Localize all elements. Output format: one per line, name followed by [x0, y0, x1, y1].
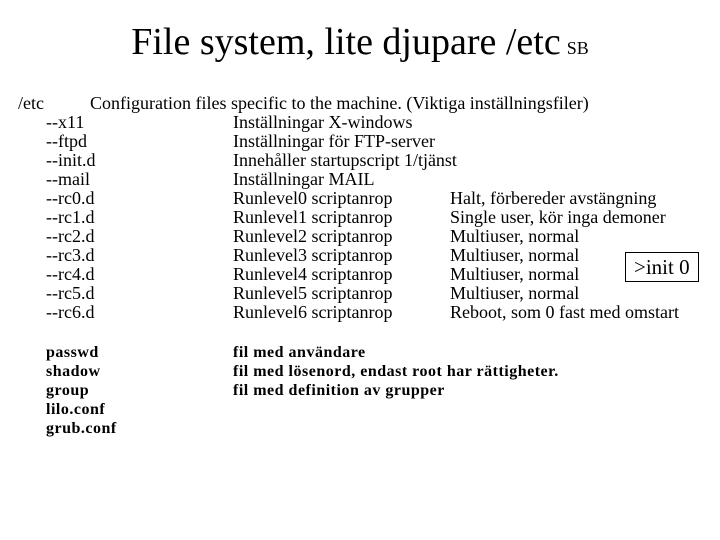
entry-name: --ftpd — [46, 131, 87, 151]
entry-note: Reboot, som 0 fast med omstart — [450, 302, 679, 322]
entry-description: Inställningar för FTP-server — [233, 131, 435, 151]
entry-name: --rc4.d — [46, 264, 95, 284]
file-description: fil med användare — [233, 344, 366, 361]
init-callout-box: >init 0 — [625, 252, 699, 282]
file-description: fil med lösenord, endast root har rättigheter. — [233, 363, 559, 380]
entry-note: Single user, kör inga demoner — [450, 207, 666, 227]
entry-description: Runlevel0 scriptanrop — [233, 188, 393, 208]
entry-name: --init.d — [46, 150, 96, 170]
entry-note: Halt, förbereder avstängning — [450, 188, 657, 208]
entry-description: Runlevel1 scriptanrop — [233, 207, 393, 227]
entry-name: --rc6.d — [46, 302, 95, 322]
entry-description: Innehåller startupscript 1/tjänst — [233, 150, 457, 170]
etc-description: Configuration files specific to the machine. (Viktiga inställningsfiler) — [90, 93, 589, 113]
entry-note: Multiuser, normal — [450, 283, 580, 303]
entry-description: Inställningar X-windows — [233, 112, 413, 132]
entry-description: Runlevel3 scriptanrop — [233, 245, 393, 265]
etc-path: /etc — [18, 93, 44, 113]
entry-note: Multiuser, normal — [450, 245, 580, 265]
entry-name: --x11 — [46, 112, 85, 132]
file-name: lilo.conf — [46, 401, 106, 418]
entry-name: --mail — [46, 169, 90, 189]
entry-description: Runlevel4 scriptanrop — [233, 264, 393, 284]
entry-name: --rc0.d — [46, 188, 95, 208]
file-name: group — [46, 382, 90, 399]
entry-description: Runlevel2 scriptanrop — [233, 226, 393, 246]
title-text: File system, lite djupare /etc — [131, 21, 561, 63]
entry-description: Runlevel5 scriptanrop — [233, 283, 393, 303]
entry-name: --rc2.d — [46, 226, 95, 246]
entry-note: Multiuser, normal — [450, 226, 580, 246]
slide-title — [0, 18, 720, 72]
file-name: passwd — [46, 344, 99, 361]
entry-description: Inställningar MAIL — [233, 169, 375, 189]
author-mark: SB — [566, 38, 589, 58]
entry-note: Multiuser, normal — [450, 264, 580, 284]
file-name: grub.conf — [46, 420, 117, 437]
file-description: fil med definition av grupper — [233, 382, 445, 399]
entry-name: --rc5.d — [46, 283, 95, 303]
entry-description: Runlevel6 scriptanrop — [233, 302, 393, 322]
entry-name: --rc1.d — [46, 207, 95, 227]
file-name: shadow — [46, 363, 101, 380]
entry-name: --rc3.d — [46, 245, 95, 265]
